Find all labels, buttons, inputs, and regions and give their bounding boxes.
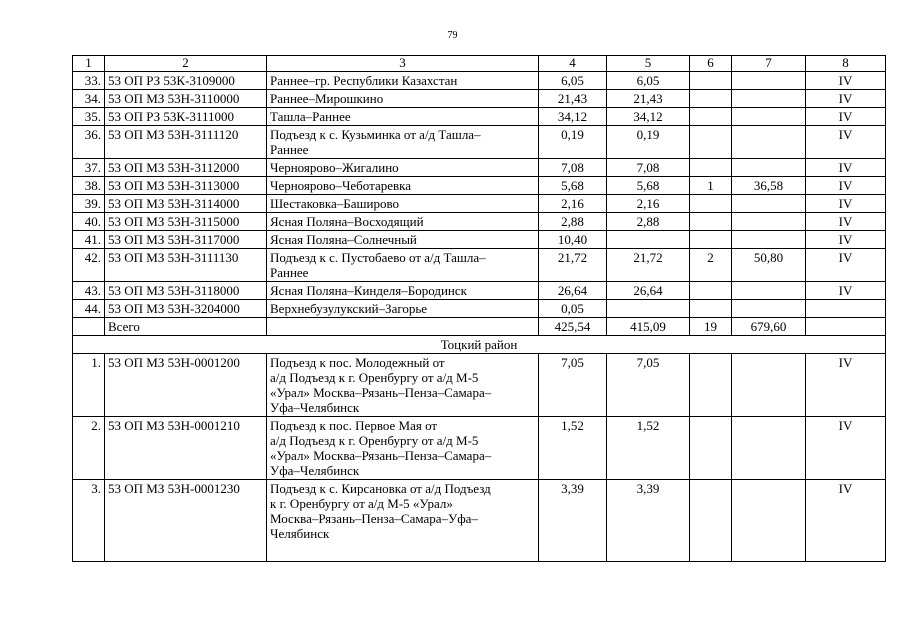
- table-row: [73, 108, 886, 126]
- paved-length: 34,12: [607, 108, 690, 126]
- road-code: 53 ОП МЗ 53Н-3114000: [105, 195, 267, 213]
- road-category: IV: [806, 354, 886, 417]
- bridges-length: [732, 231, 806, 249]
- row-number: 40.: [73, 213, 105, 231]
- table-row: [73, 417, 886, 480]
- total-label: Всего: [105, 318, 267, 336]
- road-category: IV: [806, 282, 886, 300]
- bridges-length: [732, 126, 806, 159]
- header-cell: 7: [732, 56, 806, 72]
- bridges-count: [690, 354, 732, 417]
- road-name: Подъезд к с. Кузьминка от а/д Ташла– Раннее: [267, 126, 539, 159]
- road-name: Ясная Поляна–Восходящий: [267, 213, 539, 231]
- table-row: [73, 231, 886, 249]
- road-code: 53 ОП МЗ 53Н-3118000: [105, 282, 267, 300]
- row-number: 33.: [73, 72, 105, 90]
- road-name: Раннее–Мирошкино: [267, 90, 539, 108]
- bridges-count: [690, 231, 732, 249]
- table-row: [73, 282, 886, 300]
- table-row: [73, 249, 886, 282]
- header-cell: 4: [539, 56, 607, 72]
- bridges-length: [732, 90, 806, 108]
- table-body-previous-district: [73, 72, 886, 318]
- row-number: 38.: [73, 177, 105, 195]
- road-length: 5,68: [539, 177, 607, 195]
- road-name: Шестаковка–Баширово: [267, 195, 539, 213]
- table-row: [73, 72, 886, 90]
- road-name: Раннее–гр. Республики Казахстан: [267, 72, 539, 90]
- table-row: [73, 300, 886, 318]
- bridges-count: [690, 159, 732, 177]
- total-row: [73, 318, 886, 336]
- bridges-count: [690, 213, 732, 231]
- row-number: 36.: [73, 126, 105, 159]
- road-code: 53 ОП РЗ 53К-3109000: [105, 72, 267, 90]
- bridges-count: [690, 108, 732, 126]
- road-category: IV: [806, 159, 886, 177]
- total-paved: 415,09: [607, 318, 690, 336]
- road-length: 6,05: [539, 72, 607, 90]
- bridges-count: [690, 480, 732, 562]
- bridges-length: [732, 417, 806, 480]
- bridges-length: 36,58: [732, 177, 806, 195]
- table-row: [73, 213, 886, 231]
- header-cell: 3: [267, 56, 539, 72]
- road-category: IV: [806, 480, 886, 562]
- row-number: 44.: [73, 300, 105, 318]
- road-name: Черноярово–Чеботаревка: [267, 177, 539, 195]
- bridges-length: [732, 354, 806, 417]
- roads-table: [72, 55, 886, 562]
- road-length: 2,88: [539, 213, 607, 231]
- paved-length: 21,72: [607, 249, 690, 282]
- road-category: IV: [806, 231, 886, 249]
- row-number: 35.: [73, 108, 105, 126]
- paved-length: 7,08: [607, 159, 690, 177]
- road-category: IV: [806, 195, 886, 213]
- bridges-length: [732, 480, 806, 562]
- district-heading: Тоцкий район: [73, 336, 886, 354]
- road-code: 53 ОП МЗ 53Н-3111120: [105, 126, 267, 159]
- bridges-length: [732, 159, 806, 177]
- table-body-totsky-district: [73, 354, 886, 562]
- table-row: [73, 195, 886, 213]
- row-number: 37.: [73, 159, 105, 177]
- bridges-count: 2: [690, 249, 732, 282]
- road-code: 53 ОП МЗ 53Н-3117000: [105, 231, 267, 249]
- bridges-count: [690, 282, 732, 300]
- road-code: 53 ОП РЗ 53К-3111000: [105, 108, 267, 126]
- header-cell: 2: [105, 56, 267, 72]
- page-number: 79: [447, 30, 458, 41]
- paved-length: [607, 231, 690, 249]
- header-cell: 6: [690, 56, 732, 72]
- road-name: Подъезд к с. Кирсановка от а/д Подъезд к г. Оренбургу от а/д М-5 «Урал» Москва–Рязань–Пенза–Самара–Уфа– Челябинск: [267, 480, 539, 562]
- road-length: 34,12: [539, 108, 607, 126]
- bridges-count: [690, 126, 732, 159]
- road-name: Верхнебузулукский–Загорье: [267, 300, 539, 318]
- district-row: [73, 336, 886, 354]
- bridges-count: [690, 72, 732, 90]
- bridges-count: [690, 90, 732, 108]
- road-category: IV: [806, 126, 886, 159]
- bridges-count: [690, 417, 732, 480]
- road-name: Ясная Поляна–Кинделя–Бородинск: [267, 282, 539, 300]
- table-row: [73, 177, 886, 195]
- road-length: 26,64: [539, 282, 607, 300]
- bridges-length: [732, 300, 806, 318]
- road-category: IV: [806, 108, 886, 126]
- road-category: IV: [806, 177, 886, 195]
- paved-length: 3,39: [607, 480, 690, 562]
- table-row: [73, 159, 886, 177]
- header-cell: 8: [806, 56, 886, 72]
- paved-length: 7,05: [607, 354, 690, 417]
- bridges-count: 1: [690, 177, 732, 195]
- header-cell: 5: [607, 56, 690, 72]
- total-bridges: 19: [690, 318, 732, 336]
- road-name: Черноярово–Жигалино: [267, 159, 539, 177]
- paved-length: 21,43: [607, 90, 690, 108]
- road-name: Подъезд к пос. Первое Мая от а/д Подъезд к г. Оренбургу от а/д М-5 «Урал» Москва–Рязань–Пенза–Самара– Уфа–Челябинск: [267, 417, 539, 480]
- bridges-length: [732, 282, 806, 300]
- road-name: Подъезд к с. Пустобаево от а/д Ташла– Раннее: [267, 249, 539, 282]
- road-category: IV: [806, 90, 886, 108]
- row-number: 1.: [73, 354, 105, 417]
- bridges-length: [732, 108, 806, 126]
- header-row: [73, 56, 886, 72]
- table-row: [73, 90, 886, 108]
- paved-length: 5,68: [607, 177, 690, 195]
- road-length: 0,05: [539, 300, 607, 318]
- road-code: 53 ОП МЗ 53Н-3112000: [105, 159, 267, 177]
- row-number: 2.: [73, 417, 105, 480]
- row-number: 42.: [73, 249, 105, 282]
- paved-length: 2,88: [607, 213, 690, 231]
- total-length: 425,54: [539, 318, 607, 336]
- road-name: Ташла–Раннее: [267, 108, 539, 126]
- paved-length: 0,19: [607, 126, 690, 159]
- header-cell: 1: [73, 56, 105, 72]
- road-name: Ясная Поляна–Солнечный: [267, 231, 539, 249]
- road-code: 53 ОП МЗ 53Н-0001210: [105, 417, 267, 480]
- road-code: 53 ОП МЗ 53Н-3204000: [105, 300, 267, 318]
- total-category-cell: [806, 318, 886, 336]
- table-row: [73, 480, 886, 562]
- road-length: 2,16: [539, 195, 607, 213]
- total-bridges-length: 679,60: [732, 318, 806, 336]
- total-name-cell: [267, 318, 539, 336]
- row-number: 41.: [73, 231, 105, 249]
- road-code: 53 ОП МЗ 53Н-3113000: [105, 177, 267, 195]
- table-row: [73, 126, 886, 159]
- road-name: Подъезд к пос. Молодежный от а/д Подъезд к г. Оренбургу от а/д М-5 «Урал» Москва–Рязань–Пенза–Самара– Уфа–Челябинск: [267, 354, 539, 417]
- road-code: 53 ОП МЗ 53Н-3115000: [105, 213, 267, 231]
- paved-length: 6,05: [607, 72, 690, 90]
- paved-length: 2,16: [607, 195, 690, 213]
- bridges-count: [690, 195, 732, 213]
- road-length: 21,72: [539, 249, 607, 282]
- road-category: IV: [806, 213, 886, 231]
- road-length: 7,08: [539, 159, 607, 177]
- paved-length: 26,64: [607, 282, 690, 300]
- road-category: [806, 300, 886, 318]
- total-section: [73, 318, 886, 354]
- road-length: 7,05: [539, 354, 607, 417]
- bridges-count: [690, 300, 732, 318]
- bridges-length: [732, 72, 806, 90]
- road-code: 53 ОП МЗ 53Н-3111130: [105, 249, 267, 282]
- road-length: 1,52: [539, 417, 607, 480]
- road-category: IV: [806, 417, 886, 480]
- road-length: 10,40: [539, 231, 607, 249]
- road-code: 53 ОП МЗ 53Н-0001230: [105, 480, 267, 562]
- row-number: 34.: [73, 90, 105, 108]
- bridges-length: [732, 213, 806, 231]
- road-length: 0,19: [539, 126, 607, 159]
- total-num-cell: [73, 318, 105, 336]
- row-number: 3.: [73, 480, 105, 562]
- paved-length: [607, 300, 690, 318]
- row-number: 43.: [73, 282, 105, 300]
- bridges-length: [732, 195, 806, 213]
- paved-length: 1,52: [607, 417, 690, 480]
- road-length: 3,39: [539, 480, 607, 562]
- road-code: 53 ОП МЗ 53Н-3110000: [105, 90, 267, 108]
- road-category: IV: [806, 72, 886, 90]
- road-category: IV: [806, 249, 886, 282]
- road-code: 53 ОП МЗ 53Н-0001200: [105, 354, 267, 417]
- row-number: 39.: [73, 195, 105, 213]
- table-row: [73, 354, 886, 417]
- road-length: 21,43: [539, 90, 607, 108]
- bridges-length: 50,80: [732, 249, 806, 282]
